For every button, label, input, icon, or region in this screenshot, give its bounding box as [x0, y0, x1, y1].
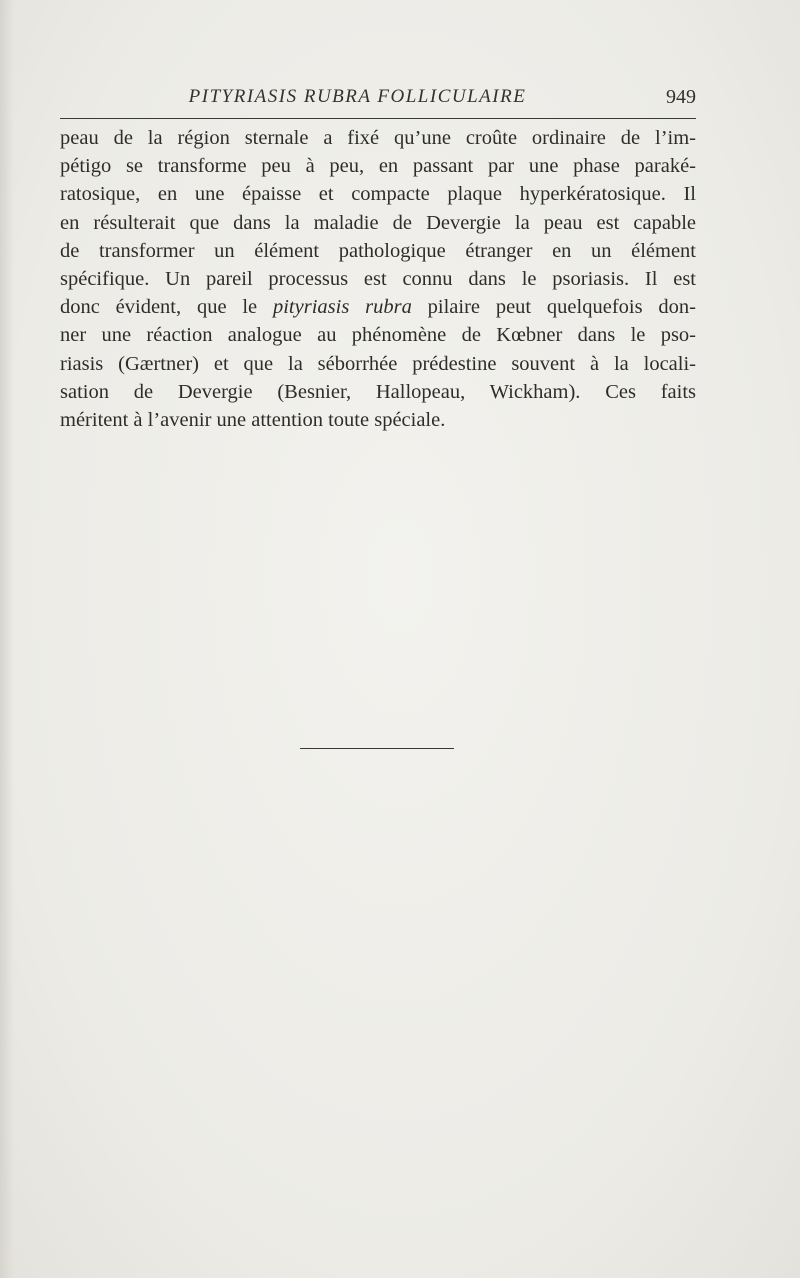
text-line: ner une réaction analogue au phénomène de Kœbner dans le pso- — [60, 324, 696, 347]
text-line: riasis (Gærtner) et que la séborrhée prédestine souvent à la locali- — [60, 352, 696, 375]
italic-term: pityriasis rubra — [272, 296, 412, 319]
running-head — [60, 82, 700, 112]
section-end-rule — [300, 748, 454, 749]
text-line: spécifique. Un pareil processus est connu dans le psoriasis. Il est — [60, 267, 696, 290]
page-number: 949 — [666, 86, 696, 108]
text-line-last: méritent à l’avenir une attention toute spéciale. — [60, 408, 446, 431]
text-line: pétigo se transforme peu à peu, en passant par une phase paraké- — [60, 155, 696, 178]
running-title: PITYRIASIS RUBRA FOLLICULAIRE — [188, 86, 527, 107]
page-gutter-shadow — [0, 0, 14, 1278]
text-line: donc évident, que le pityriasis rubra pilaire peut quelquefois don- — [60, 296, 696, 319]
text-line: sation de Devergie (Besnier, Hallopeau, Wickham). Ces faits — [60, 380, 696, 403]
text-line: de transformer un élément pathologique étranger en un élément — [60, 239, 696, 262]
text-line: en résulterait que dans la maladie de Devergie la peau est capable — [60, 211, 696, 234]
text-line: peau de la région sternale a fixé qu’une croûte ordinaire de l’im- — [60, 127, 696, 149]
text-line: ratosique, en une épaisse et compacte plaque hyperkératosique. Il — [60, 183, 696, 206]
header-rule — [60, 118, 696, 119]
body-paragraph — [60, 124, 696, 434]
